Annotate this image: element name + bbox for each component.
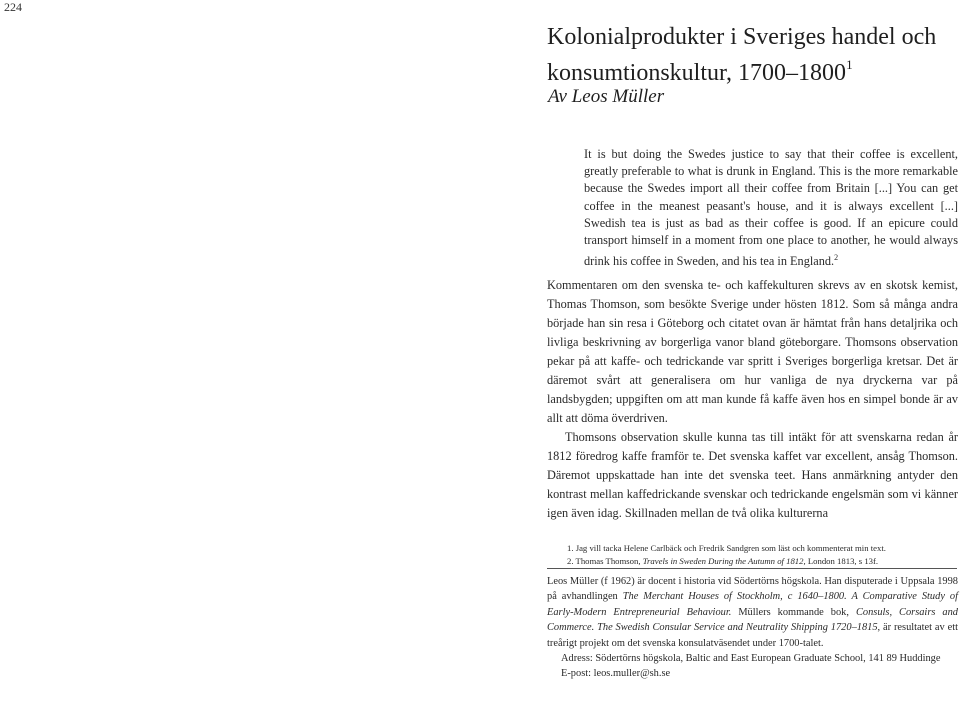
footnotes — [547, 542, 958, 567]
bio-paragraph — [547, 574, 958, 651]
bio-email[interactable]: E-post: leos.muller@sh.se — [561, 668, 671, 680]
footnote-2 — [547, 555, 958, 568]
bio-dissertation-title: The Merchant Houses of Stockholm, c 1640–1800. A Comparative Study of Early-Modern Entrepreneurial Behaviour. — [547, 591, 958, 618]
footnote-1 — [547, 542, 958, 555]
quote-text: It is but doing the Swedes justice to say that their coffee is excellent, greatly preferable to what is drunk in England. This is the more remarkable because the Swedes import all their coffee from Britain [...] You can get coffee in the meanest peasant's house, and it is always excellent [...] Swedish tea is just as bad as their coffee is good. If an epicure could transport himself in a moment from one place to another, he would always drink his coffee in Sweden, and his tea in England. — [584, 147, 958, 269]
page-number: 224 — [4, 0, 22, 14]
bio-book-title: Consuls, Corsairs and Commerce. The Swedish Consular Service and Neutrality Shipping 1720–1815 — [547, 606, 958, 634]
footnote-text: Thomas Thomson, — [575, 555, 643, 566]
author-bio — [547, 574, 958, 682]
body-paragraph-1: Kommentaren om den svenska te- och kaffekulturen skrevs av en skotsk kemist, Thomas Thomson, som besökte Sverige under hösten 1812. Som så många andra började han sin resa i Göteborg och citatet ovan är hämtat från hans detaljrika och livliga beskrivning av borgerliga vanor bland göteborgare. Thomsons observation pekar på att kaffe- och tedrickande var spritt i Sveriges borgerliga kretsar. Det är däremot svårt att generalisera om hur vanliga de nya dryckerna var på landsbygden; uppgiften om att man kunde få kaffe även hos en simpel bonde är av allt att döma överdriven. — [547, 278, 958, 425]
bio-address: Adress: Södertörns högskola, Baltic and East European Graduate School, 141 89 Huddinge — [561, 653, 941, 665]
footnote-text-tail: , London 1813, s 13f. — [803, 555, 879, 566]
footnote-number: 1. — [567, 543, 574, 553]
divider-rule — [547, 568, 957, 569]
title-footnote-marker[interactable]: 1 — [846, 57, 853, 72]
body-paragraph-2: Thomsons observation skulle kunna tas till intäkt för att svenskarna redan år 1812 föredrog kaffe framför te. Det svenska kaffet var excellent, ansåg Thomson. Däremot uppskattade han inte det svenska teet. Hans anmärkning antyder den kontrast mellan kaffedrickande svenskar och tedrickande engelsmän som vi känner igen även idag. Skillnaden mellan de två olika kulturerna — [547, 430, 958, 520]
footnote-book-title: Travels in Sweden During the Autumn of 1812 — [642, 555, 804, 566]
quote-footnote-marker[interactable]: 2 — [834, 253, 839, 263]
body-text — [547, 276, 958, 523]
bio-text: Müllers kommande bok, — [731, 606, 856, 618]
footnote-text: Jag vill tacka Helene Carlbäck och Fredrik Sandgren som läst och kommenterat min text. — [575, 543, 886, 553]
bio-text: Leos Müller (f 1962) är docent i historia vid Södertörns högskola. Han disputerade i Uppsala 1998 på avhandlingen — [547, 576, 958, 603]
article-title — [547, 22, 957, 88]
epigraph-quote — [584, 146, 958, 271]
article-title-text: Kolonialprodukter i Sveriges handel och konsumtionskultur, 1700–1800 — [547, 24, 937, 86]
bio-text: , är resultatet av ett treårigt projekt om det svenska konsulatväsendet under 1700-talet. — [547, 622, 958, 649]
author-line: Av Leos Müller — [548, 86, 665, 107]
footnote-number: 2. — [567, 555, 574, 566]
